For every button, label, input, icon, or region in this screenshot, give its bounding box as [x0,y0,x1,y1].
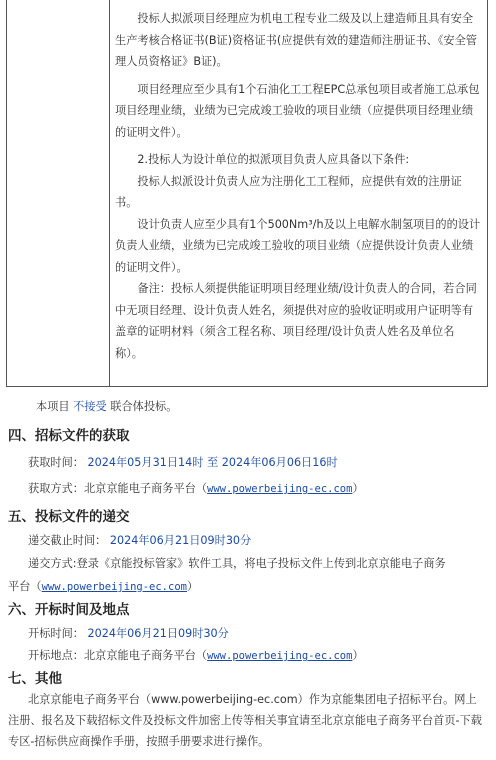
submission-platform-text: 平台（ [8,580,42,593]
opening-time-value: 2024年06月21日09时30分 [87,627,229,640]
section-6-title: 六、开标时间及地点 [8,602,130,618]
consortium-suffix: 联合体投标。 [110,400,178,413]
requirements-table [6,0,488,387]
acquisition-method-close: ） [352,482,364,495]
section-7-title: 七、其他 [8,671,62,687]
pm-experience-paragraph: 项目经理应至少具有1个石油化工工程EPC总承包项目或者施工总承包项目经理业绩，业绩为已完成竣工验收的项目业绩（应提供项目经理业绩的证明文件）。 [115,82,480,139]
submission-platform-line [8,578,198,594]
opening-place-label: 开标地点： [28,649,84,662]
opening-place-line [28,647,364,663]
opening-place-close: ） [352,649,364,662]
deadline-line [28,532,251,548]
submission-platform-close: ） [186,580,199,593]
acquisition-method-label: 获取方式： [28,482,84,495]
submission-method-line [28,555,446,571]
platform-link[interactable]: www.powerbeijing-ec.com [207,483,353,495]
consortium-line [36,398,177,414]
consortium-prefix: 本项目 [36,400,70,413]
acquisition-method-line [28,480,364,496]
table-column-divider [109,0,110,386]
section-5-title: 五、投标文件的递交 [8,509,130,525]
opening-place-text: 北京京能电子商务平台（ [83,649,208,662]
platform-link[interactable]: www.powerbeijing-ec.com [41,581,187,593]
design-lead-heading: 2.投标人为设计单位的拟派项目负责人应具备以下条件: [137,153,410,166]
deadline-value: 2024年06月21日09时30分 [109,534,252,547]
opening-time-line [28,625,229,641]
consortium-value: 不接受 [73,400,107,413]
requirements-cell [115,8,481,364]
submission-method-text: 登录《京能投标管家》软件工具，将电子投标文件上传到北京京能电子商务 [76,557,446,570]
design-lead-registration-paragraph: 投标人拟派设计负责人应为注册化工工程师，应提供有效的注册证书。 [115,174,462,209]
section-4-title: 四、招标文件的获取 [8,428,130,444]
acquisition-time-label: 获取时间： [28,456,84,469]
acquisition-time-value: 2024年05月31日14时 至 2024年06月06日16时 [87,456,338,469]
submission-method-label: 递交方式: [28,557,77,570]
acquisition-method-text: 北京京能电子商务平台（ [83,482,208,495]
other-info-paragraph: 北京京能电子商务平台（www.powerbeijing-ec.com）作为京能集团电子招标平台。网上注册、报名及下载招标文件及投标文件加密上传等相关事宜请至北京京能电子商务平台首页-下载专区-招标供应商操作手册，按照手册要求进行操作。 [8,693,482,748]
acquisition-time-line [28,454,338,470]
pm-qualification-paragraph: 投标人拟派项目经理应为机电工程专业二级及以上建造师且具有安全生产考核合格证书(B证)资格证书(应提供有效的建造师注册证书、《安全管理人员资格证》B证)。 [115,12,477,68]
opening-time-label: 开标时间： [28,627,84,640]
platform-link[interactable]: www.powerbeijing-ec.com [207,650,353,662]
remark-paragraph: 备注：投标人须提供能证明项目经理业绩/设计负责人的合同，若合同中无项目经理、设计负责人姓名，须提供对应的验收证明或用户证明等有盖章的证明材料（须含工程名称、项目经理/设计负责人姓名及单位名称）。 [115,282,477,360]
design-lead-experience-paragraph: 设计负责人应至少具有1个500Nm³/h及以上电解水制氢项目的的设计负责人业绩，业绩为已完成竣工验收的项目业绩（应提供设计负责人业绩的证明文件）。 [115,217,481,274]
deadline-label: 递交截止时间： [28,534,107,547]
